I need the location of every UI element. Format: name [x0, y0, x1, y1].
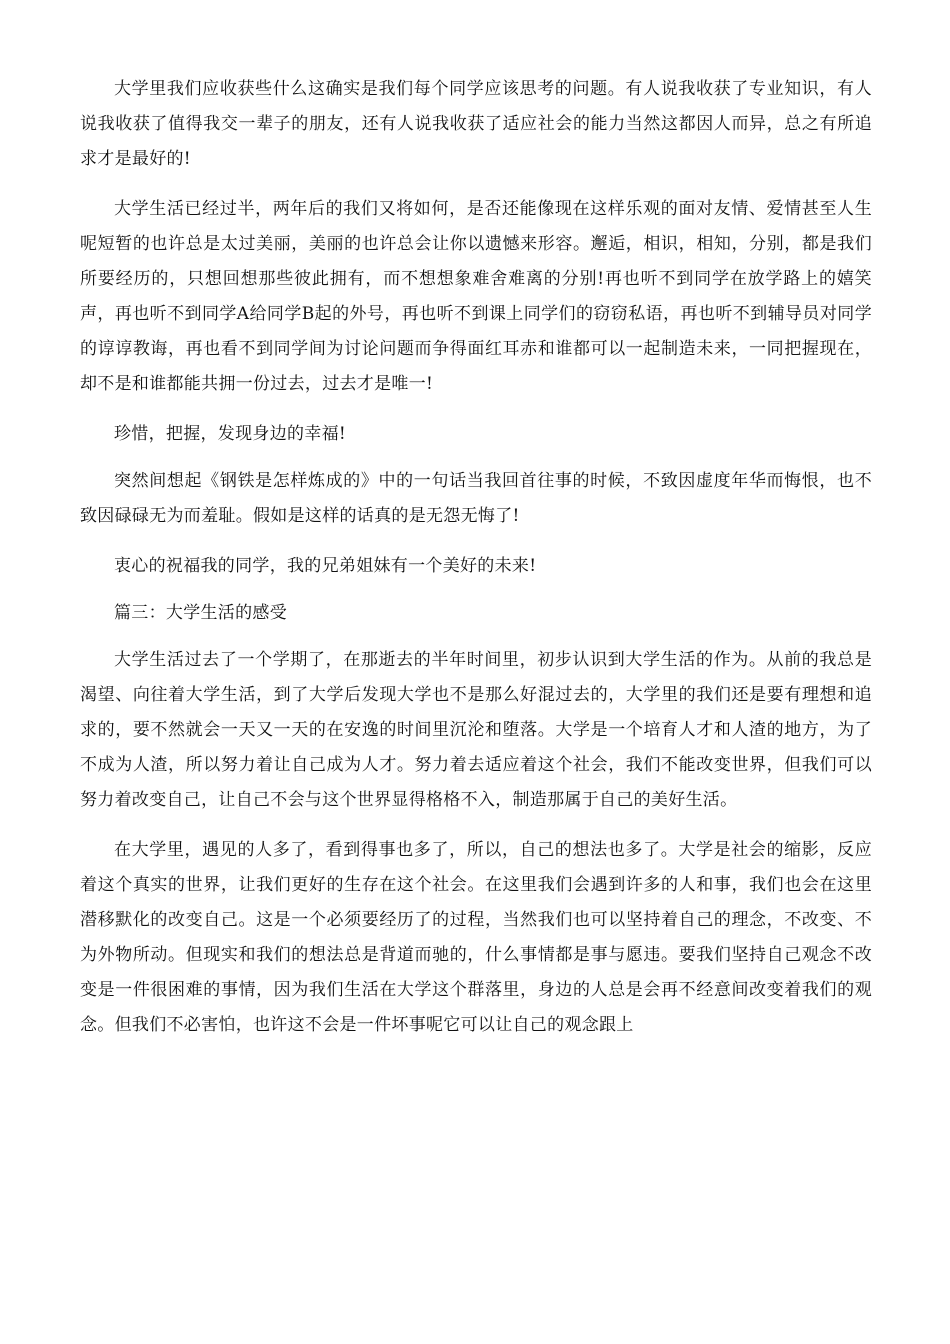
paragraph-half-college: 大学生活已经过半，两年后的我们又将如何，是否还能像现在这样乐观的面对友情、爱情甚至人生呢短暂的也许总是太过美丽，美丽的也许总会让你以遗憾来形容。邂逅，相识，相知，分别，都是我们所要经历的，只想回想那些彼此拥有，而不想想象难舍难离的分别!再也听不到同学在放学路上的嬉笑声，再也听不到同学A给同学B起的外号，再也听不到课上同学们的窃窃私语，再也听不到辅导员对同学的谆谆教诲，再也看不到同学间为讨论问题而争得面红耳赤和谁都可以一起制造未来，一同把握现在，却不是和谁都能共拥一份过去，过去才是唯一! [80, 199, 872, 394]
paragraph-quote: 突然间想起《钢铁是怎样炼成的》中的一句话当我回首往事的时候，不致因虚度年华而悔恨，也不致因碌碌无为而羞耻。假如是这样的话真的是无怨无悔了! [80, 471, 872, 526]
paragraph-society: 在大学里，遇见的人多了，看到得事也多了，所以，自己的想法也多了。大学是社会的缩影，反应着这个真实的世界，让我们更好的生存在这个社会。在这里我们会遇到许多的人和事，我们也会在这里潜移默化的改变自己。这是一个必须要经历了的过程，当然我们也可以坚持着自己的理念，不改变、不为外物所动。但现实和我们的想法总是背道而驰的，什么事情都是事与愿违。要我们坚持自己观念不改变是一件很困难的事情，因为我们生活在大学这个群落里，身边的人总是会再不经意间改变着我们的观念。但我们不必害怕，也许这不会是一件坏事呢它可以让自己的观念跟上 [80, 840, 872, 1035]
paragraph-semester: 大学生活过去了一个学期了，在那逝去的半年时间里，初步认识到大学生活的作为。从前的我总是渴望、向往着大学生活，到了大学后发现大学也不是那么好混过去的，大学里的我们还是要有理想和追求的，要不然就会一天又一天的在安逸的时间里沉沦和堕落。大学是一个培育人才和人渣的地方，为了不成为人渣，所以努力着让自己成为人才。努力着去适应着这个社会，我们不能改变世界，但我们可以努力着改变自己，让自己不会与这个世界显得格格不入，制造那属于自己的美好生活。 [80, 650, 872, 810]
paragraph-blessing: 衷心的祝福我的同学，我的兄弟姐妹有一个美好的未来! [114, 556, 537, 576]
paragraph-cherish: 珍惜，把握，发现身边的幸福! [114, 424, 347, 444]
document-page [80, 72, 872, 1058]
paragraph-intro: 大学里我们应收获些什么这确实是我们每个同学应该思考的问题。有人说我收获了专业知识，有人说我收获了值得我交一辈子的朋友，还有人说我收获了适应社会的能力当然这都因人而异，总之有所追求才是最好的! [80, 79, 872, 169]
section-heading: 篇三：大学生活的感受 [114, 603, 287, 623]
